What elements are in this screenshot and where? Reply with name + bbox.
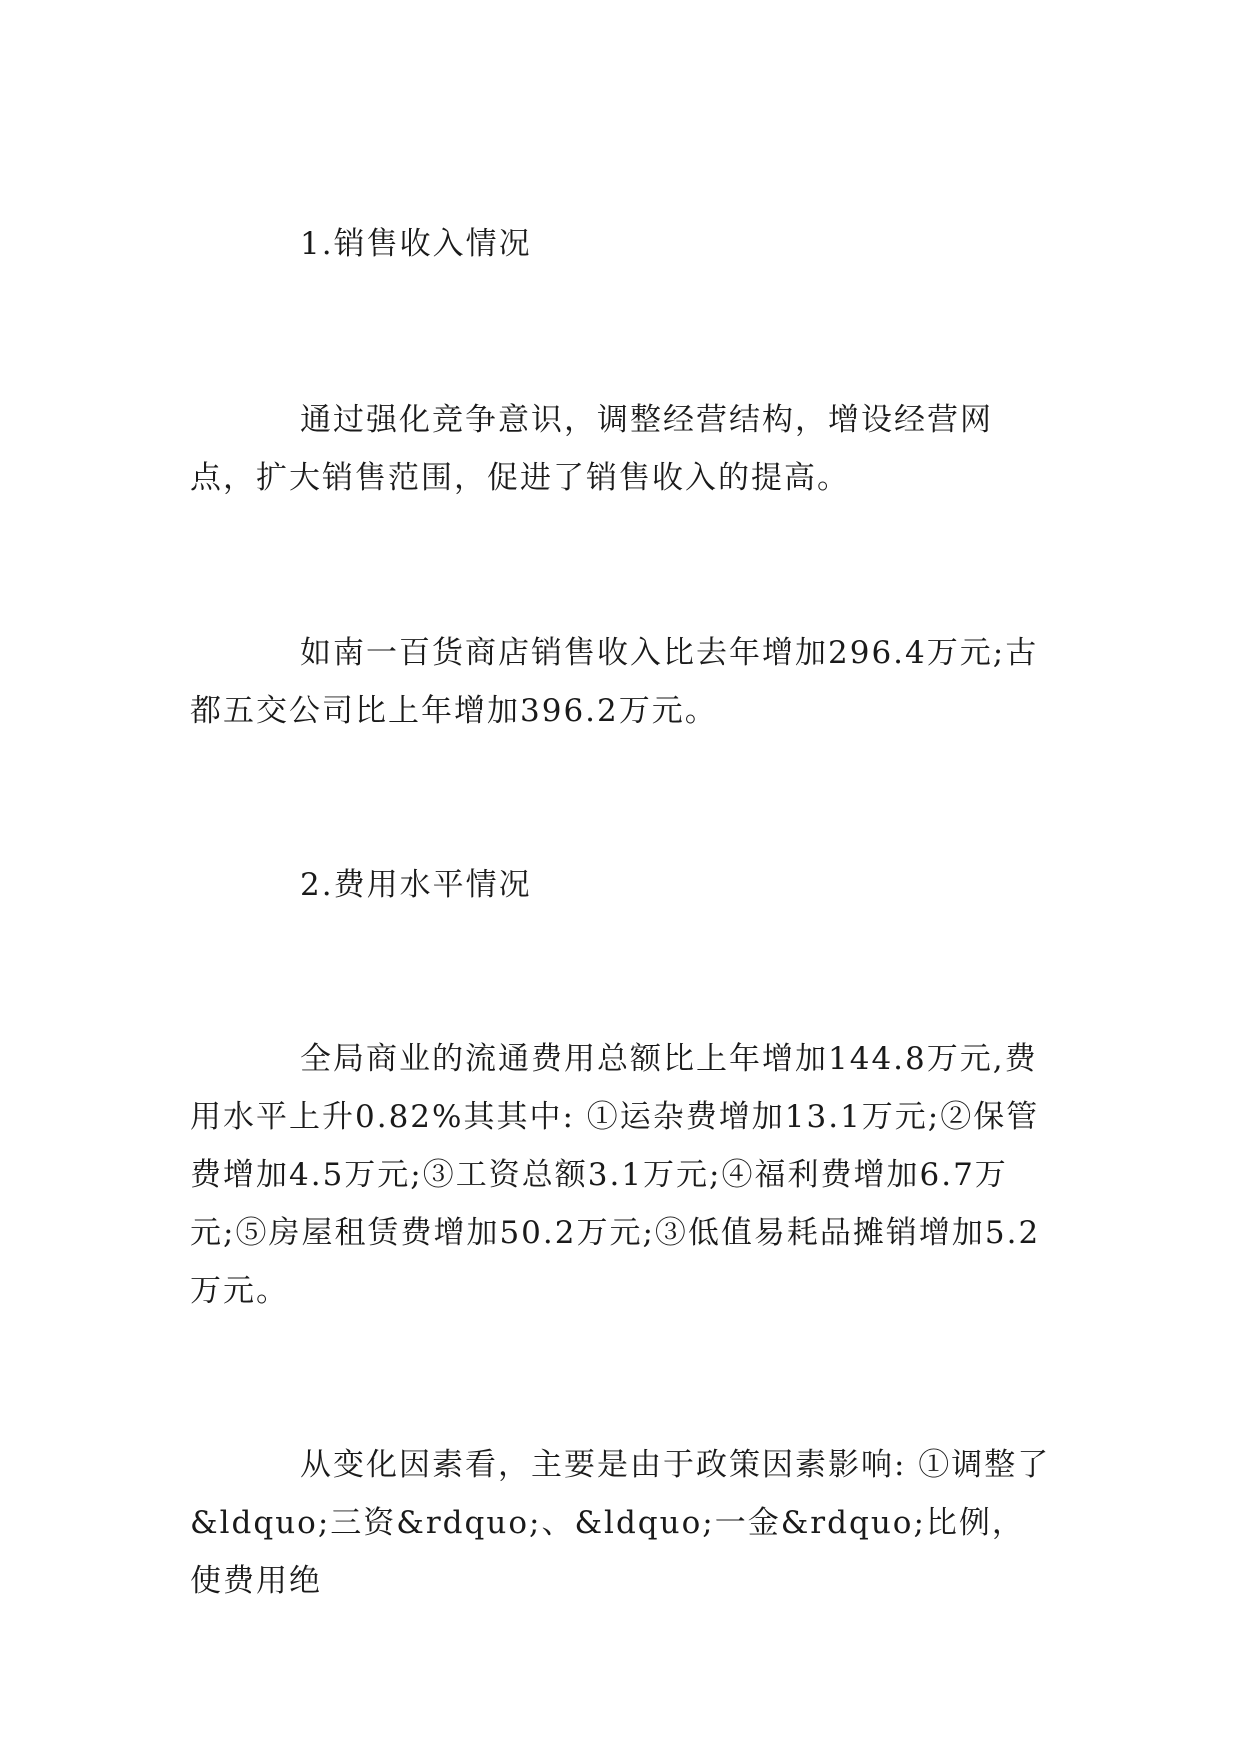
paragraph-sales-measures: 通过强化竞争意识，调整经营结构，增设经营网点，扩大销售范围，促进了销售收入的提高。 [190, 402, 993, 496]
paragraph-expense-details: 全局商业的流通费用总额比上年增加144.8万元,费用水平上升0.82%其其中: ①运杂费增加13.1万元;②保管费增加4.5万元;③工资总额3.1万元;④福利费增加6.7万元;⑤房屋租赁费增加50.2万元;③低值易耗品摊销增加5.2万元。 [190, 1041, 1041, 1309]
paragraph-change-factors: 从变化因素看，主要是由于政策因素影响: ①调整了&ldquo;三资&rdquo;、&ldquo;一金&rdquo;比例，使费用绝 [190, 1447, 1051, 1599]
section-heading-expense-level: 2.费用水平情况 [300, 867, 532, 903]
section-heading-sales-revenue: 1.销售收入情况 [300, 226, 532, 262]
paragraph-sales-examples: 如南一百货商店销售收入比去年增加296.4万元;古都五交公司比上年增加396.2万元。 [190, 635, 1039, 729]
